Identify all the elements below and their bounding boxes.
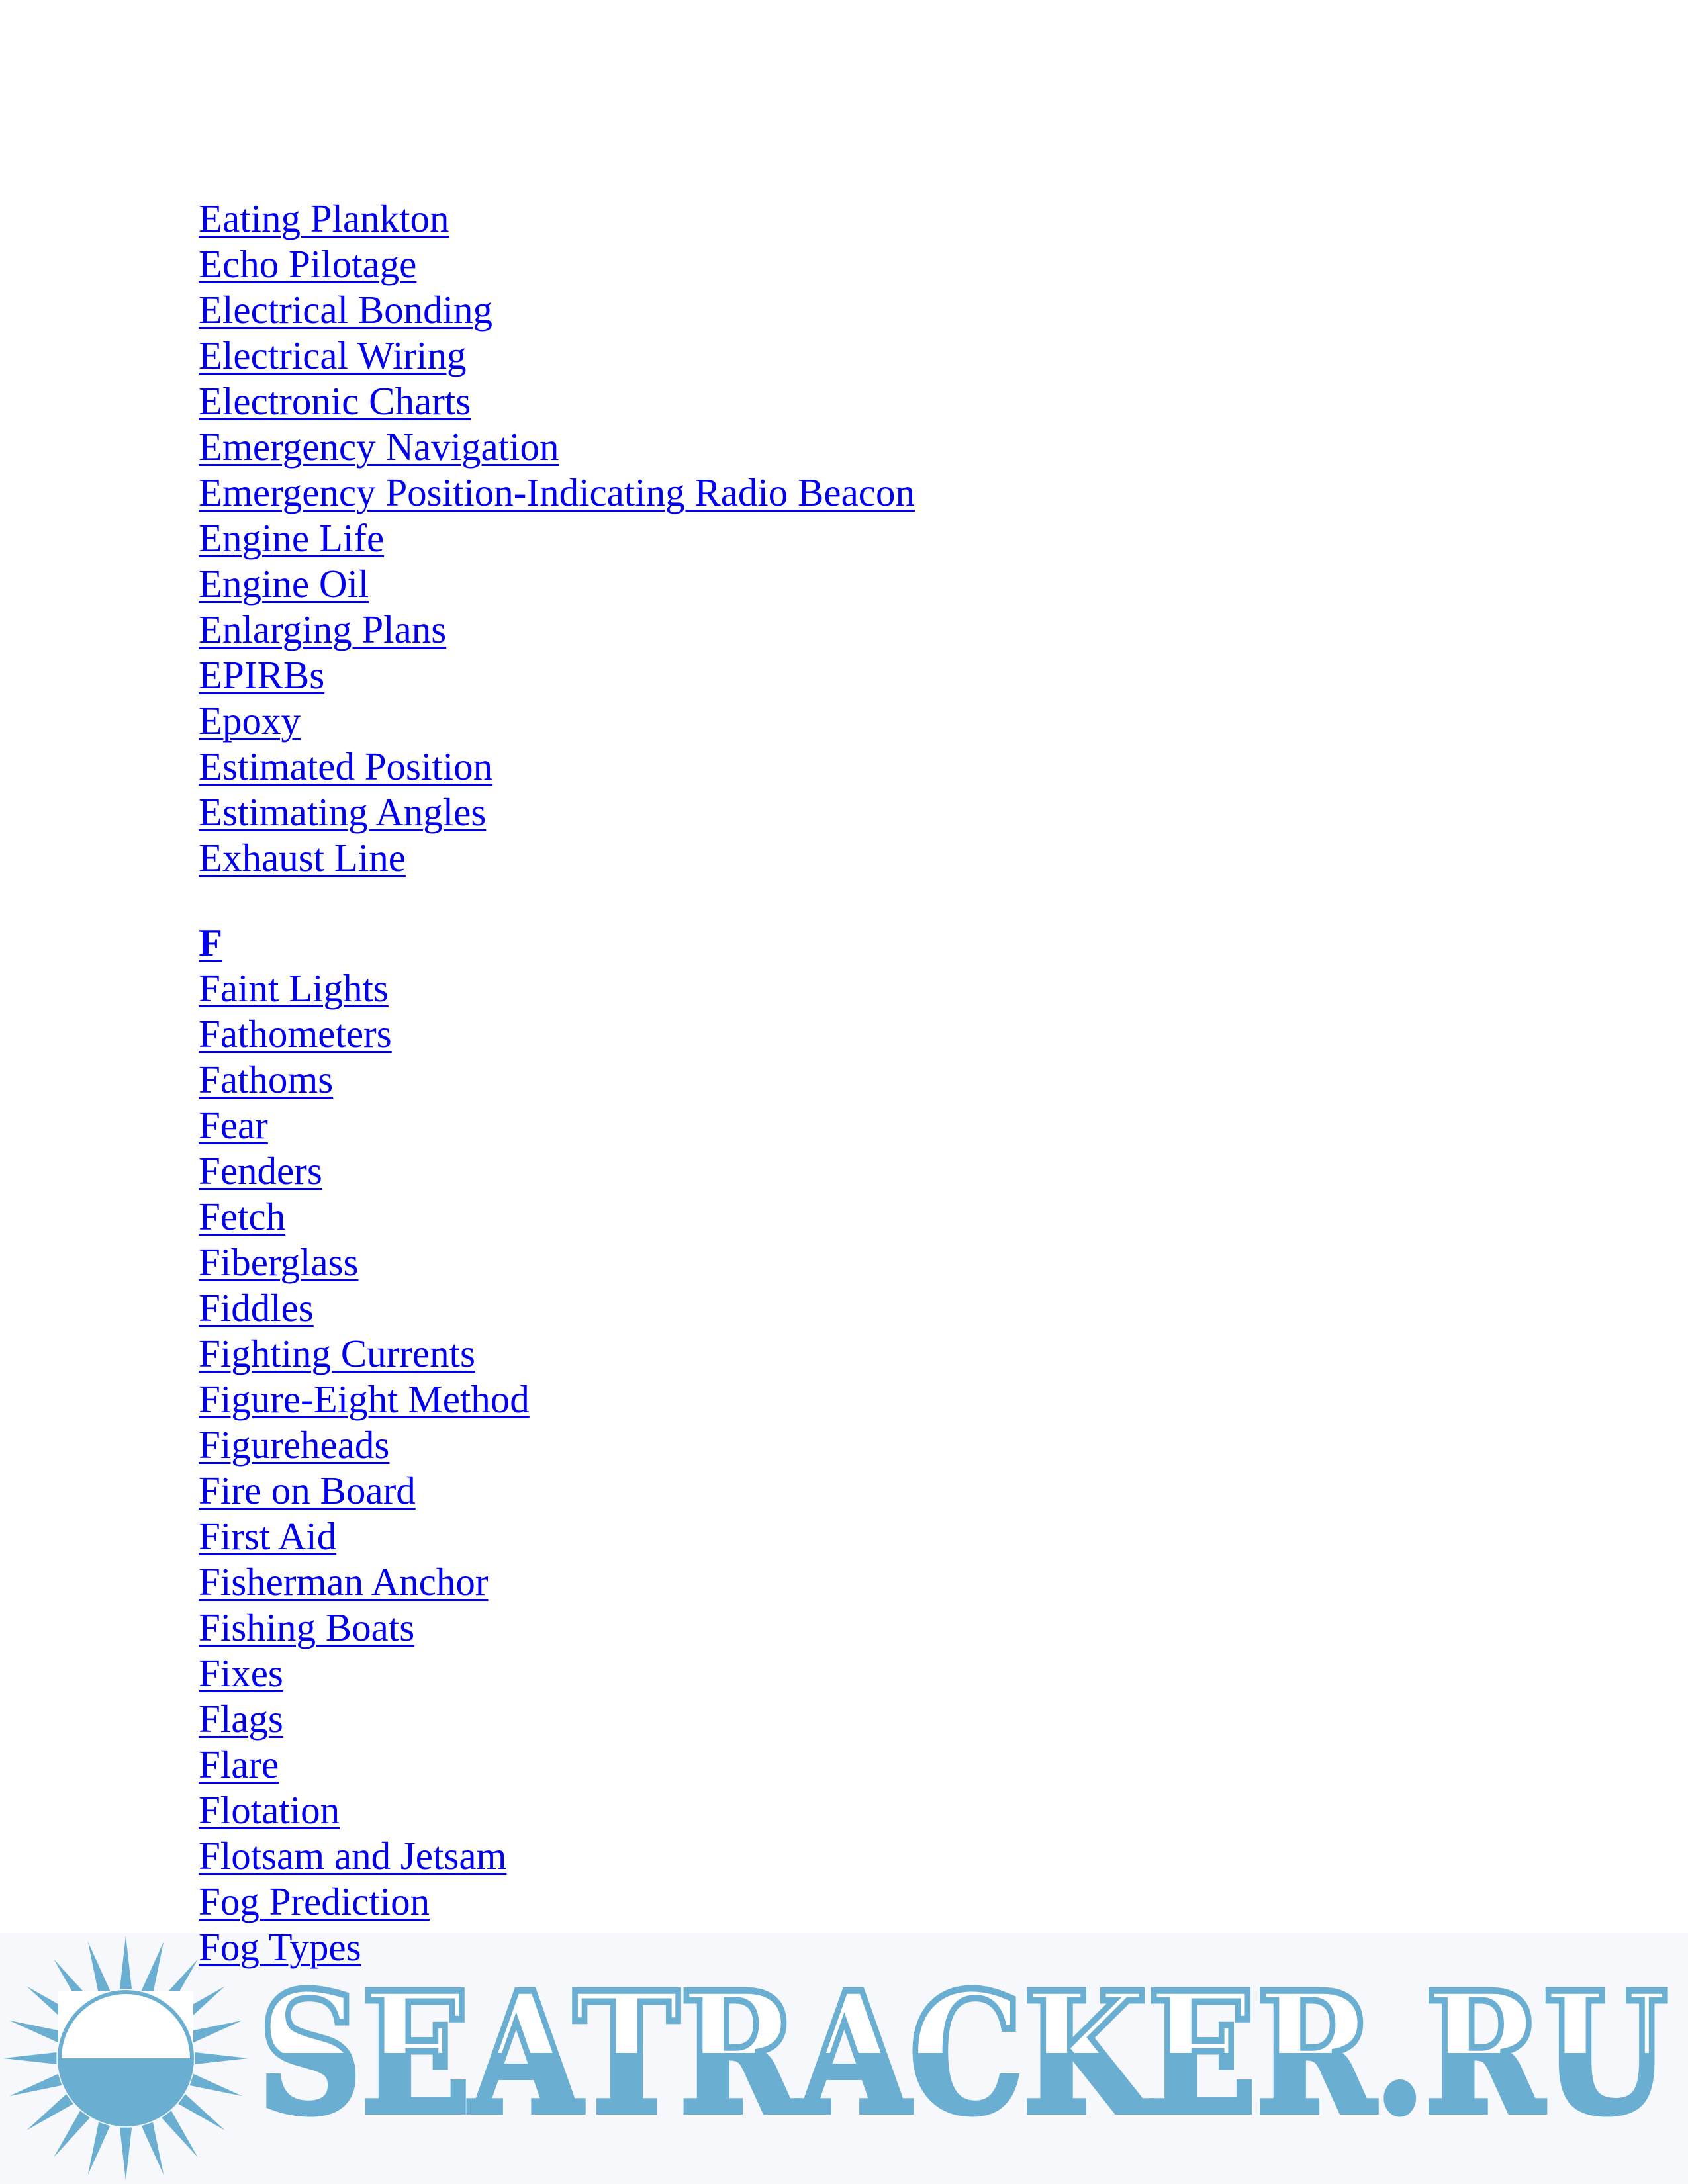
e-link[interactable]: Engine Life bbox=[199, 516, 385, 560]
f-link[interactable]: Fire on Board bbox=[199, 1469, 416, 1512]
f-link[interactable]: Fear bbox=[199, 1103, 268, 1147]
sun-ray bbox=[88, 1942, 110, 1994]
sun-ray bbox=[142, 2122, 164, 2175]
f-link[interactable]: Fishing Boats bbox=[199, 1606, 415, 1649]
f-link[interactable]: Flare bbox=[199, 1743, 279, 1786]
e-link[interactable]: Emergency Position-Indicating Radio Beacon bbox=[199, 471, 915, 514]
e-link[interactable]: Electrical Bonding bbox=[199, 288, 492, 332]
e-link[interactable]: Estimated Position bbox=[199, 745, 493, 788]
f-link[interactable]: Fighting Currents bbox=[199, 1332, 475, 1375]
f-link[interactable]: Fixes bbox=[199, 1651, 283, 1695]
e-link[interactable]: Electronic Charts bbox=[199, 379, 471, 423]
f-link[interactable]: Fathometers bbox=[199, 1012, 392, 1056]
e-link[interactable]: Exhaust Line bbox=[199, 836, 406, 880]
sun-ray bbox=[9, 2074, 62, 2096]
e-link[interactable]: Enlarging Plans bbox=[199, 608, 447, 651]
watermark-text: SEATRACKER.RU bbox=[258, 1976, 1668, 2128]
sun-ray bbox=[190, 2074, 242, 2096]
f-link[interactable]: Fetch bbox=[199, 1195, 286, 1238]
sun-ray bbox=[54, 2111, 90, 2157]
e-link[interactable]: Emergency Navigation bbox=[199, 425, 559, 469]
e-link[interactable]: Epoxy bbox=[199, 699, 301, 743]
sun-ray bbox=[142, 1942, 164, 1994]
sun-ray bbox=[162, 2111, 198, 2157]
section-e-list bbox=[199, 196, 1523, 881]
sun-ray bbox=[26, 2094, 73, 2130]
f-link[interactable]: Faint Lights bbox=[199, 966, 389, 1010]
section-letter-f[interactable]: F bbox=[199, 921, 223, 964]
f-link[interactable]: Fathoms bbox=[199, 1058, 334, 1101]
f-link[interactable]: Fog Types bbox=[199, 1925, 361, 1969]
e-link[interactable]: EPIRBs bbox=[199, 653, 325, 697]
section-gap bbox=[199, 881, 1523, 920]
sun-ray bbox=[195, 2052, 248, 2064]
f-link[interactable]: Figure-Eight Method bbox=[199, 1377, 530, 1421]
e-link[interactable]: Eating Plankton bbox=[199, 197, 449, 240]
sun-ray bbox=[178, 2094, 224, 2130]
index-list bbox=[199, 196, 1523, 1970]
watermark-logo-text bbox=[258, 1976, 1675, 2128]
f-link[interactable]: Fog Prediction bbox=[199, 1880, 430, 1923]
sun-ray bbox=[9, 2021, 62, 2042]
f-link[interactable]: Fenders bbox=[199, 1149, 322, 1193]
e-link[interactable]: Electrical Wiring bbox=[199, 334, 467, 377]
e-link[interactable]: Echo Pilotage bbox=[199, 242, 417, 286]
f-link[interactable]: Figureheads bbox=[199, 1423, 390, 1467]
sun-ray bbox=[120, 2128, 132, 2181]
f-link[interactable]: Fisherman Anchor bbox=[199, 1560, 489, 1604]
f-link[interactable]: Fiddles bbox=[199, 1286, 314, 1330]
sun-logo-icon bbox=[0, 1933, 252, 2184]
section-f-list bbox=[199, 966, 1523, 1970]
f-link[interactable]: Flags bbox=[199, 1697, 283, 1741]
f-link[interactable]: First Aid bbox=[199, 1514, 337, 1558]
f-link[interactable]: Flotsam and Jetsam bbox=[199, 1834, 507, 1878]
e-link[interactable]: Engine Oil bbox=[199, 562, 369, 606]
e-link[interactable]: Estimating Angles bbox=[199, 790, 487, 834]
sun-ray bbox=[120, 1936, 132, 1989]
f-link[interactable]: Fiberglass bbox=[199, 1240, 359, 1284]
sun-ray bbox=[190, 2021, 242, 2042]
sun-ray bbox=[3, 2052, 56, 2064]
f-link[interactable]: Flotation bbox=[199, 1788, 340, 1832]
sun-ray bbox=[88, 2122, 110, 2175]
